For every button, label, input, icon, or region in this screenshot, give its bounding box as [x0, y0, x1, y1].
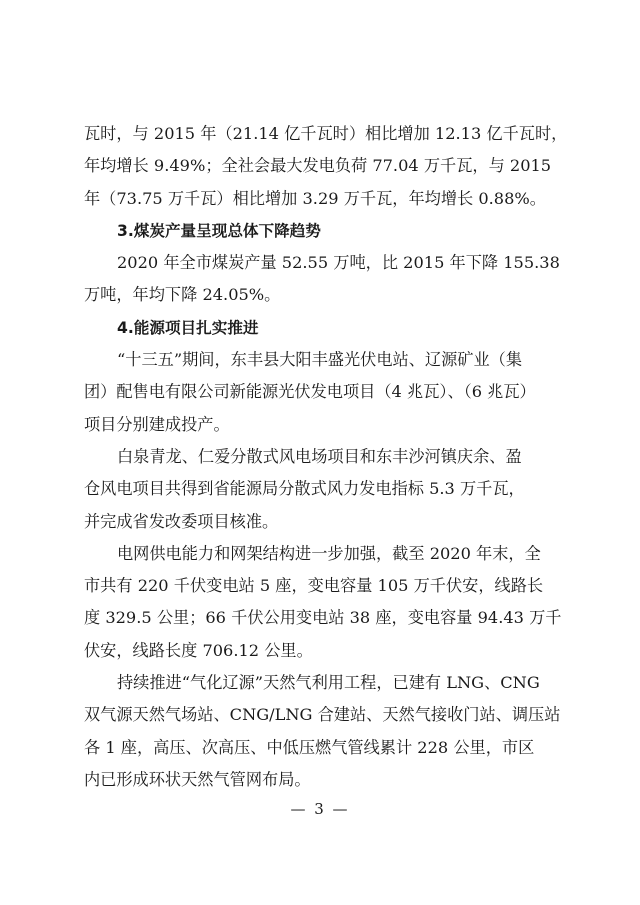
- page-body: [84, 118, 568, 796]
- body-line: 年（73.75 万千瓦）相比增加 3.29 万千瓦，年均增长 0.88%。: [84, 188, 546, 208]
- section-heading-coal: 3.煤炭产量呈现总体下降趋势: [117, 221, 321, 240]
- body-line: 瓦时，与 2015 年（21.14 亿千瓦时）相比增加 12.13 亿千瓦时，: [84, 124, 568, 143]
- body-line: “十三五”期间，东丰县大阳丰盛光伏电站、辽源矿业（集: [117, 350, 523, 370]
- body-line: 各 1 座，高压、次高压、中低压燃气管线累计 228 公里，市区: [84, 737, 535, 757]
- body-line: 双气源天然气场站、CNG/LNG 合建站、天然气接收门站、调压站: [84, 705, 561, 725]
- body-line: 万吨，年均下降 24.05%。: [84, 285, 281, 305]
- body-line: 市共有 220 千伏变电站 5 座，变电容量 105 万千伏安，线路长: [84, 576, 544, 596]
- body-line: 团）配售电有限公司新能源光伏发电项目（4 兆瓦）、（6 兆瓦）: [84, 382, 536, 402]
- body-line: 项目分别建成投产。: [84, 414, 230, 434]
- body-line: 2020 年全市煤炭产量 52.55 万吨，比 2015 年下降 155.38: [117, 253, 560, 273]
- section-heading-energy-projects: 4.能源项目扎实推进: [117, 318, 259, 337]
- body-line: 度 329.5 公里；66 千伏公用变电站 38 座，变电容量 94.43 万千: [84, 608, 562, 628]
- body-line: 并完成省发改委项目核准。: [84, 511, 279, 531]
- body-line: 内已形成环状天然气管网布局。: [84, 769, 311, 789]
- body-line: 年均增长 9.49%；全社会最大发电负荷 77.04 万千瓦，与 2015: [84, 156, 552, 176]
- body-line: 白泉青龙、仁爱分散式风电场项目和东丰沙河镇庆余、盈: [117, 446, 522, 466]
- body-line: 电网供电能力和网架结构进一步加强，截至 2020 年末，全: [117, 543, 541, 563]
- body-line: 持续推进“气化辽源”天然气利用工程，已建有 LNG、CNG: [117, 673, 540, 693]
- page-number: — 3 —: [290, 800, 350, 818]
- body-line: 伏安，线路长度 706.12 公里。: [84, 640, 313, 660]
- body-line: 仓风电项目共得到省能源局分散式风力发电指标 5.3 万千瓦，: [84, 479, 525, 499]
